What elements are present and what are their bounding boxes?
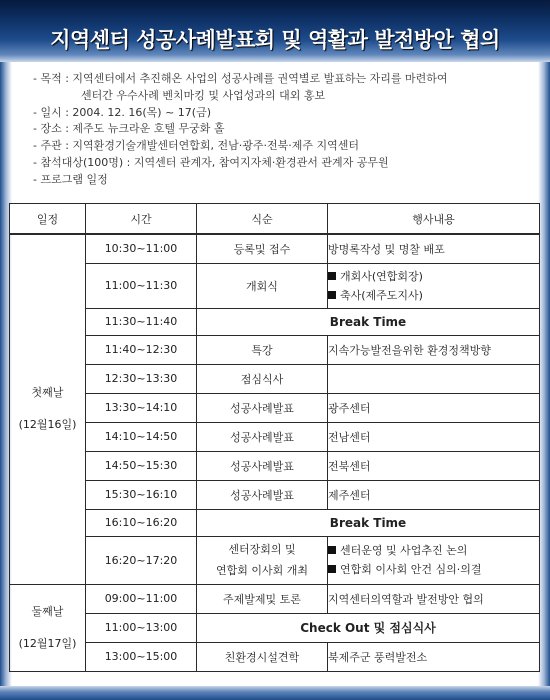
header-session: 식순	[197, 204, 328, 235]
bullet-item	[328, 286, 539, 305]
content-cell: 북제주군 풍력발전소	[328, 642, 540, 671]
bullet-item	[328, 560, 539, 579]
bullet-text: 센터운영 및 사업추진 논의	[340, 544, 468, 557]
bullet-item	[328, 267, 539, 286]
time-cell: 14:10~14:50	[86, 422, 197, 451]
time-cell: 12:30~13:30	[86, 364, 197, 393]
table-row	[10, 584, 540, 613]
table-row	[10, 393, 540, 422]
info-purpose-continued: 센터간 우수사례 벤치마킹 및 사업성과의 대외 홍보	[81, 88, 326, 102]
table-row	[10, 509, 540, 536]
day-one-cell	[10, 234, 86, 584]
session-cell: 성공사례발표	[197, 393, 328, 422]
table-row	[10, 335, 540, 364]
info-place: - 장소 : 제주도 뉴크라운 호텔 무궁화 홀	[33, 122, 225, 136]
checkout-lunch-cell: Check Out 및 점심식사	[197, 613, 540, 642]
table-row	[10, 364, 540, 393]
square-bullet-icon	[328, 546, 336, 554]
session-line: 센터장회의 및	[228, 543, 296, 556]
break-time-cell: Break Time	[197, 509, 540, 536]
content-cell	[328, 263, 540, 308]
day-one-date: (12월16일)	[18, 418, 77, 432]
session-cell: 성공사례발표	[197, 451, 328, 480]
bullet-item	[328, 541, 539, 560]
session-cell: 친환경시설견학	[197, 642, 328, 671]
content-cell: 방명록작성 및 명찰 배포	[328, 234, 540, 263]
square-bullet-icon	[328, 272, 336, 280]
time-cell: 11:00~13:00	[86, 613, 197, 642]
info-attendees: - 참석대상(100명) : 지역센터 관계자, 참여지자체·환경관서 관계자 공무원	[33, 155, 389, 169]
table-row	[10, 263, 540, 308]
bullet-text: 연합회 이사회 안건 심의·의결	[340, 563, 482, 576]
content-cell	[328, 536, 540, 584]
table-row	[10, 451, 540, 480]
footer-bar	[0, 686, 550, 700]
table-row	[10, 480, 540, 509]
time-cell: 13:30~14:10	[86, 393, 197, 422]
session-cell: 점심식사	[197, 364, 328, 393]
session-cell: 주제발제및 토론	[197, 584, 328, 613]
info-purpose: - 목적 : 지역센터에서 추진해온 사업의 성공사례를 권역별로 발표하는 자리를 마련하여	[33, 72, 448, 85]
info-host: - 주관 : 지역환경기술개발센터연합회, 전남·광주·전북·제주 지역센터	[33, 139, 360, 153]
content-cell: 제주센터	[328, 480, 540, 509]
time-cell: 13:00~15:00	[86, 642, 197, 671]
time-cell: 11:00~11:30	[86, 263, 197, 308]
content-cell: 전남센터	[328, 422, 540, 451]
session-cell: 특강	[197, 335, 328, 364]
header-content: 행사내용	[328, 204, 540, 235]
day-two-date: (12월17일)	[18, 636, 77, 650]
info-program: - 프로그램 일정	[33, 172, 108, 186]
event-info	[33, 71, 533, 189]
time-cell: 11:40~12:30	[86, 335, 197, 364]
content-cell	[328, 364, 540, 393]
time-cell: 11:30~11:40	[86, 308, 197, 335]
session-cell	[197, 536, 328, 584]
table-row	[10, 536, 540, 584]
day-one-label: 첫째날	[31, 386, 64, 400]
session-line: 연합회 이사회 개최	[215, 564, 308, 577]
session-cell: 등록및 접수	[197, 234, 328, 263]
table-row	[10, 613, 540, 642]
bullet-text: 개회사(연합회장)	[340, 269, 423, 283]
day-two-label: 둘째날	[31, 604, 64, 618]
table-row	[10, 308, 540, 335]
session-cell: 성공사례발표	[197, 480, 328, 509]
header-time: 시간	[86, 204, 197, 235]
info-date: - 일시 : 2004. 12. 16(목) ~ 17(금)	[33, 105, 212, 119]
time-cell: 15:30~16:10	[86, 480, 197, 509]
time-cell: 10:30~11:00	[86, 234, 197, 263]
header-banner	[0, 0, 550, 63]
day-two-cell	[10, 584, 86, 671]
square-bullet-icon	[328, 565, 336, 573]
content-cell: 지속가능발전을위한 환경정책방향	[328, 335, 540, 364]
square-bullet-icon	[328, 291, 336, 299]
page-title: 지역센터 성공사례발표회 및 역활과 발전방안 협의	[50, 28, 500, 52]
time-cell: 16:10~16:20	[86, 509, 197, 536]
break-time-cell: Break Time	[197, 308, 540, 335]
table-row	[10, 234, 540, 263]
content-cell: 전북센터	[328, 451, 540, 480]
content-cell: 광주센터	[328, 393, 540, 422]
content-cell: 지역센터의역할과 발전방안 협의	[328, 584, 540, 613]
time-cell: 09:00~11:00	[86, 584, 197, 613]
table-header-row	[10, 204, 540, 235]
time-cell: 16:20~17:20	[86, 536, 197, 584]
table-row	[10, 422, 540, 451]
header-day: 일정	[10, 204, 86, 235]
time-cell: 14:50~15:30	[86, 451, 197, 480]
session-cell: 성공사례발표	[197, 422, 328, 451]
schedule-table	[9, 203, 540, 672]
session-cell: 개회식	[197, 263, 328, 308]
table-row	[10, 642, 540, 671]
bullet-text: 축사(제주도지사)	[340, 288, 423, 302]
